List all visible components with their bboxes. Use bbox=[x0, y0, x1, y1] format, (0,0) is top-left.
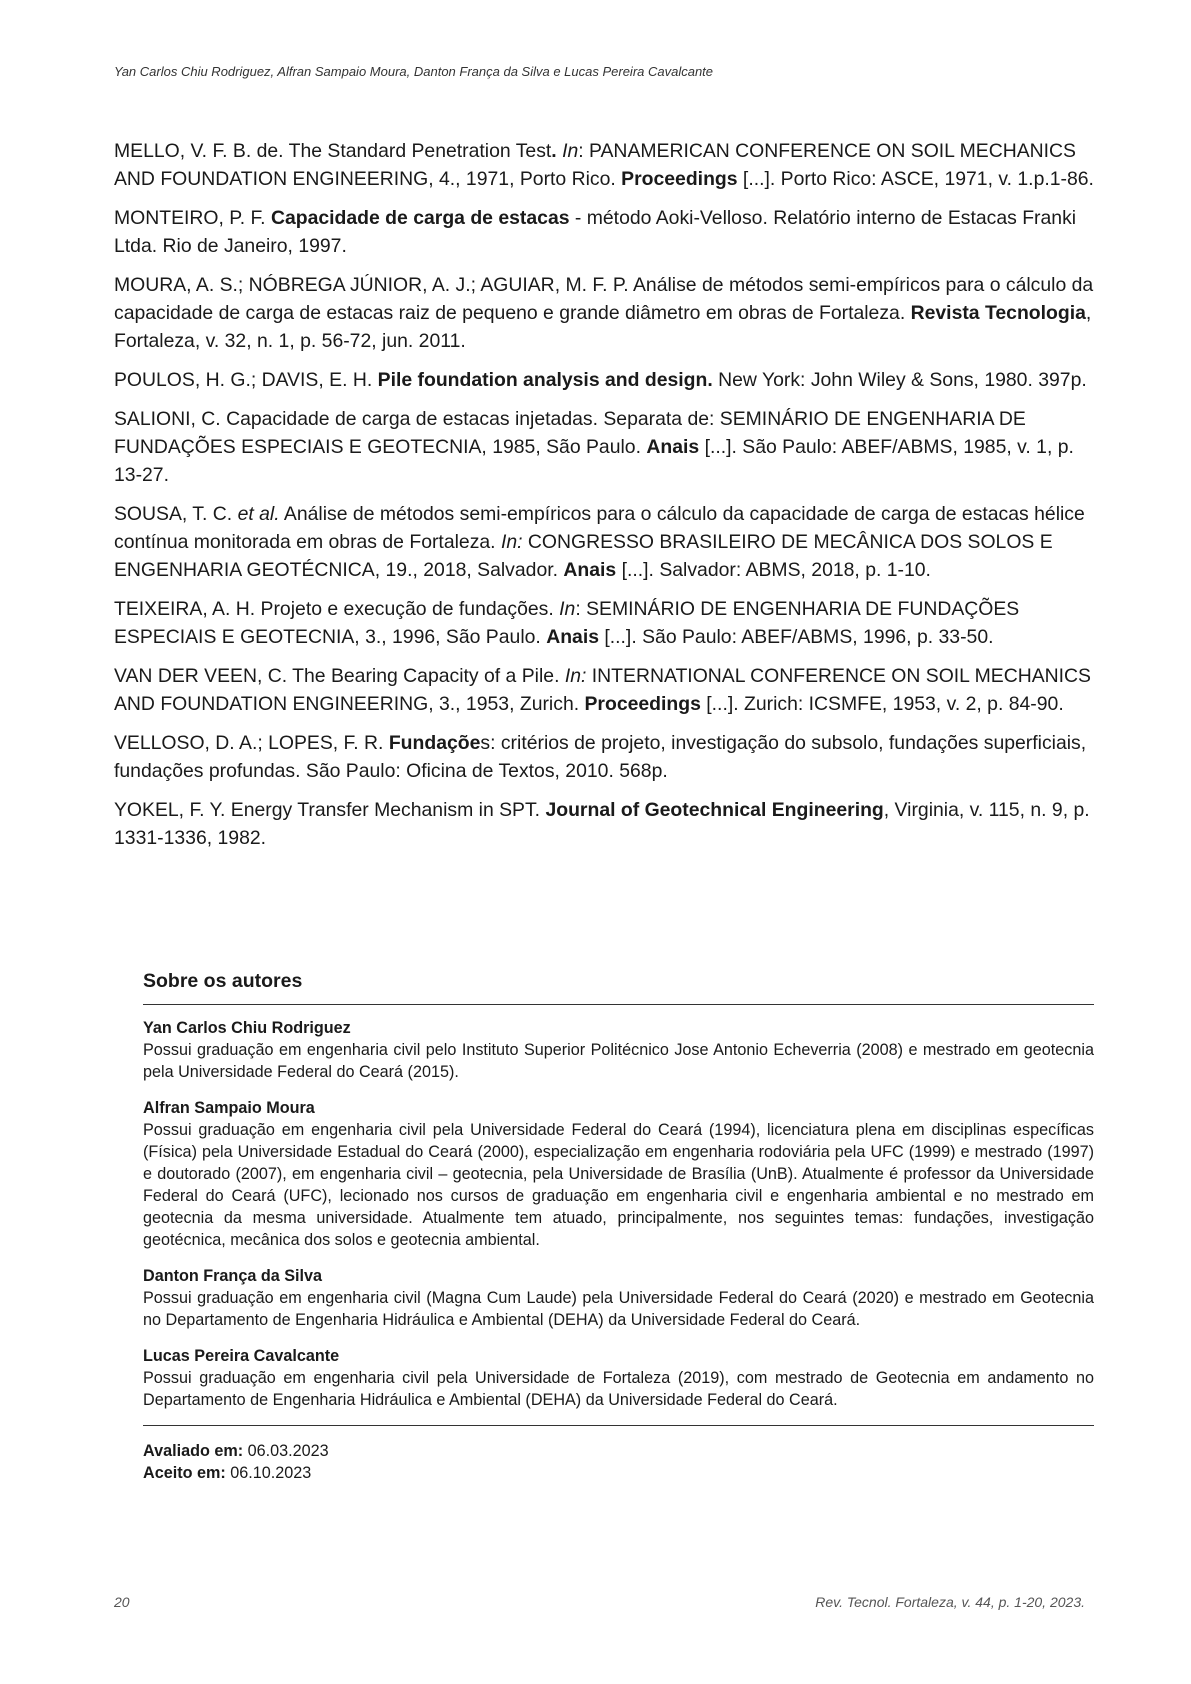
evaluated-date: Avaliado em: 06.03.2023 bbox=[143, 1442, 329, 1460]
running-head: Yan Carlos Chiu Rodriguez, Alfran Sampaio Moura, Danton França da Silva e Lucas Pereira Cavalcante bbox=[114, 64, 714, 79]
author-entry bbox=[143, 1265, 1094, 1331]
page-number: 20 bbox=[114, 1594, 130, 1610]
accepted-date: Aceito em: 06.10.2023 bbox=[143, 1464, 312, 1482]
author-list bbox=[143, 1005, 1094, 1411]
reference-item: VELLOSO, D. A.; LOPES, F. R. Fundações: critérios de projeto, investigação do subsolo, fundações superficiais, fundações profundas. São Paulo: Oficina de Textos, 2010. 568p. bbox=[114, 732, 1087, 782]
reference-item: SALIONI, C. Capacidade de carga de estacas injetadas. Separata de: SEMINÁRIO DE ENGENHARIA DE FUNDAÇÕES ESPECIAIS E GEOTECNIA, 1985, São Paulo. Anais [...]. São Paulo: ABEF/ABMS, 1985, v. 1, p. 13-27. bbox=[114, 408, 1074, 486]
journal-citation: Rev. Tecnol. Fortaleza, v. 44, p. 1-20, 2023. bbox=[815, 1594, 1085, 1610]
author-name: Yan Carlos Chiu Rodriguez bbox=[143, 1019, 351, 1037]
author-entry bbox=[143, 1345, 1094, 1411]
author-entry bbox=[143, 1017, 1094, 1083]
author-bio: Possui graduação em engenharia civil pela Universidade Federal do Ceará (1994), licenciatura plena em disciplinas específicas (Física) pela Universidade Estadual do Ceará (2000), especialização em engenharia rodoviária pela UFC (1999) e mestrado (1997) e doutorado (2007), em engenharia civil – geotecnia, pela Universidade de Brasília (UnB). Atualmente é professor da Universidade Federal do Ceará (UFC), lecionado nos cursos de graduação em engenharia civil e engenharia ambiental e no mestrado em geotecnia da mesma universidade. Atualmente tem atuado, principalmente, nos seguintes temas: fundações, investigação geotécnica, mecânica dos solos e geotecnia ambiental. bbox=[143, 1121, 1094, 1249]
reference-list bbox=[114, 137, 1094, 863]
author-entry bbox=[143, 1097, 1094, 1251]
reference-item: YOKEL, F. Y. Energy Transfer Mechanism in SPT. Journal of Geotechnical Engineering, Virginia, v. 115, n. 9, p. 1331-1336, 1982. bbox=[114, 799, 1090, 849]
review-dates bbox=[143, 1440, 1094, 1484]
about-authors-section bbox=[143, 970, 1094, 1484]
author-name: Alfran Sampaio Moura bbox=[143, 1099, 315, 1117]
reference-item: MOURA, A. S.; NÓBREGA JÚNIOR, A. J.; AGUIAR, M. F. P. Análise de métodos semi-empíricos para o cálculo da capacidade de carga de estacas raiz de pequeno e grande diâmetro em obras de Fortaleza. Revista Tecnologia, Fortaleza, v. 32, n. 1, p. 56-72, jun. 2011. bbox=[114, 274, 1094, 352]
about-authors-title: Sobre os autores bbox=[143, 970, 303, 992]
author-bio: Possui graduação em engenharia civil pela Universidade de Fortaleza (2019), com mestrado de Geotecnia em andamento no Departamento de Engenharia Hidráulica e Ambiental (DEHA) da Universidade Federal do Ceará. bbox=[143, 1369, 1094, 1409]
reference-item: POULOS, H. G.; DAVIS, E. H. Pile foundation analysis and design. New York: John Wiley & Sons, 1980. 397p. bbox=[114, 369, 1087, 391]
reference-item: MELLO, V. F. B. de. The Standard Penetration Test. In: PANAMERICAN CONFERENCE ON SOIL MECHANICS AND FOUNDATION ENGINEERING, 4., 1971, Porto Rico. Proceedings [...]. Porto Rico: ASCE, 1971, v. 1.p.1-86. bbox=[114, 140, 1094, 190]
reference-item: SOUSA, T. C. et al. Análise de métodos semi-empíricos para o cálculo da capacidade de carga de estacas hélice contínua monitorada em obras de Fortaleza. In: CONGRESSO BRASILEIRO DE MECÂNICA DOS SOLOS E ENGENHARIA GEOTÉCNICA, 19., 2018, Salvador. Anais [...]. Salvador: ABMS, 2018, p. 1-10. bbox=[114, 503, 1085, 581]
reference-item: VAN DER VEEN, C. The Bearing Capacity of a Pile. In: INTERNATIONAL CONFERENCE ON SOIL MECHANICS AND FOUNDATION ENGINEERING, 3., 1953, Zurich. Proceedings [...]. Zurich: ICSMFE, 1953, v. 2, p. 84-90. bbox=[114, 665, 1091, 715]
section-divider bbox=[143, 1425, 1094, 1426]
author-bio: Possui graduação em engenharia civil (Magna Cum Laude) pela Universidade Federal do Ceará (2020) e mestrado em Geotecnia no Departamento de Engenharia Hidráulica e Ambiental (DEHA) da Universidade Federal do Ceará. bbox=[143, 1289, 1094, 1329]
author-bio: Possui graduação em engenharia civil pelo Instituto Superior Politécnico Jose Antonio Echeverria (2008) e mestrado em geotecnia pela Universidade Federal do Ceará (2015). bbox=[143, 1041, 1094, 1081]
reference-item: MONTEIRO, P. F. Capacidade de carga de estacas - método Aoki-Velloso. Relatório interno de Estacas Franki Ltda. Rio de Janeiro, 1997. bbox=[114, 207, 1077, 257]
reference-item: TEIXEIRA, A. H. Projeto e execução de fundações. In: SEMINÁRIO DE ENGENHARIA DE FUNDAÇÕES ESPECIAIS E GEOTECNIA, 3., 1996, São Paulo. Anais [...]. São Paulo: ABEF/ABMS, 1996, p. 33-50. bbox=[114, 598, 1020, 648]
author-name: Lucas Pereira Cavalcante bbox=[143, 1347, 340, 1365]
author-name: Danton França da Silva bbox=[143, 1267, 323, 1285]
